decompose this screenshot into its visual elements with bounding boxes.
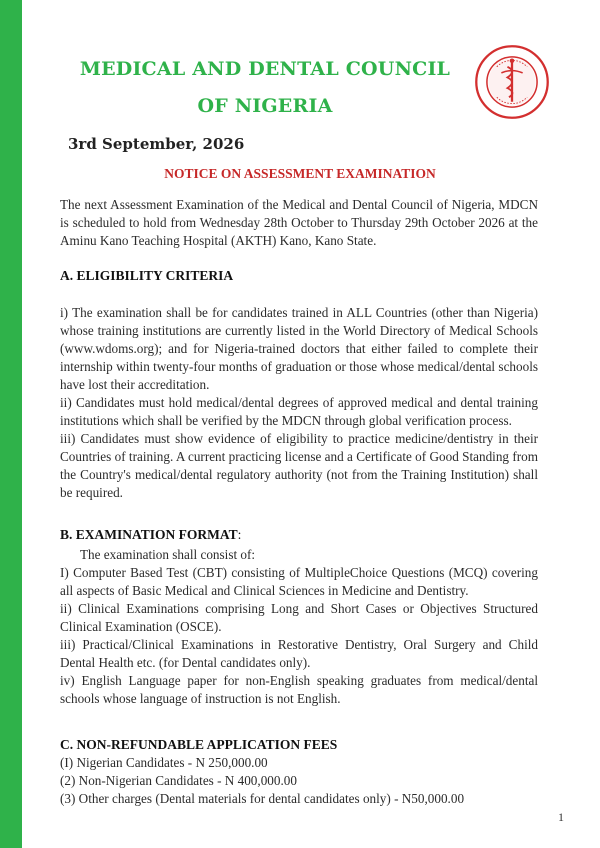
section-b-heading-colon: :: [237, 527, 242, 542]
eligibility-item-3: iii) Candidates must show evidence of eligibility to practice medicine/dentistry in their Countries of training. A current practicing license and a Certificate of Good Standing from the Country's medical/dental regulatory authority (not from the Training Institution) shall be required.: [60, 431, 538, 500]
format-item-4: iv) English Language paper for non-English speaking graduates from medical/dental schools whose language of instruction is not English.: [60, 673, 538, 706]
fee-item-2: (2) Non-Nigerian Candidates - N 400,000.00: [60, 773, 297, 788]
format-intro: The examination shall consist of:: [80, 547, 256, 562]
fee-item-1: (I) Nigerian Candidates - N 250,000.00: [60, 755, 268, 770]
section-c-list: [60, 754, 538, 808]
format-item-1: I) Computer Based Test (CBT) consisting of MultipleChoice Questions (MCQ) covering all aspects of Basic Medical and Clinical Sciences in Medicine and Dentistry.: [60, 565, 538, 598]
left-accent-bar: [0, 0, 22, 848]
council-title-line-1: MEDICAL AND DENTAL COUNCIL: [79, 58, 451, 80]
eligibility-item-2: ii) Candidates must hold medical/dental degrees of approved medical and dental training institutions which shall be verified by the MDCN through global verification process.: [60, 395, 538, 428]
eligibility-item-1: i) The examination shall be for candidates trained in ALL Countries (other than Nigeria) whose training institutions are currently listed in the World Directory of Medical Schools (www.wdoms.org); and for Nigeria-trained doctors that either failed to complete their internship within twenty-four months of graduation or those whose medical/dental schools have lost their accreditation.: [60, 305, 538, 392]
section-c-heading: C. NON-REFUNDABLE APPLICATION FEES: [60, 737, 338, 752]
format-item-2: ii) Clinical Examinations comprising Long and Short Cases or Objectives Structured Clinical Examination (OSCE).: [60, 601, 538, 634]
format-item-3: iii) Practical/Clinical Examinations in Restorative Dentistry, Oral Surgery and Child Dental Health etc. (for Dental candidates only).: [60, 637, 538, 670]
section-b-list: [60, 546, 538, 708]
fee-item-3: (3) Other charges (Dental materials for dental candidates only) - N50,000.00: [60, 791, 465, 806]
notice-title: NOTICE ON ASSESSMENT EXAMINATION: [164, 166, 436, 181]
page-number: 1: [558, 810, 564, 824]
section-b-heading-text: B. EXAMINATION FORMAT: [60, 527, 238, 542]
section-a-list: [60, 304, 538, 502]
section-b-heading: [60, 527, 241, 543]
mdcn-logo: [474, 44, 550, 120]
council-title-line-2: OF NIGERIA: [197, 95, 333, 117]
section-a-heading: A. ELIGIBILITY CRITERIA: [60, 268, 234, 283]
notice-date: 3rd September, 2026: [68, 135, 245, 153]
intro-paragraph: The next Assessment Examination of the Medical and Dental Council of Nigeria, MDCN is scheduled to hold from Wednesday 28th October to Thursday 29th October 2026 at the Aminu Kano Teaching Hospital (AKTH) Kano, Kano State.: [60, 197, 538, 248]
